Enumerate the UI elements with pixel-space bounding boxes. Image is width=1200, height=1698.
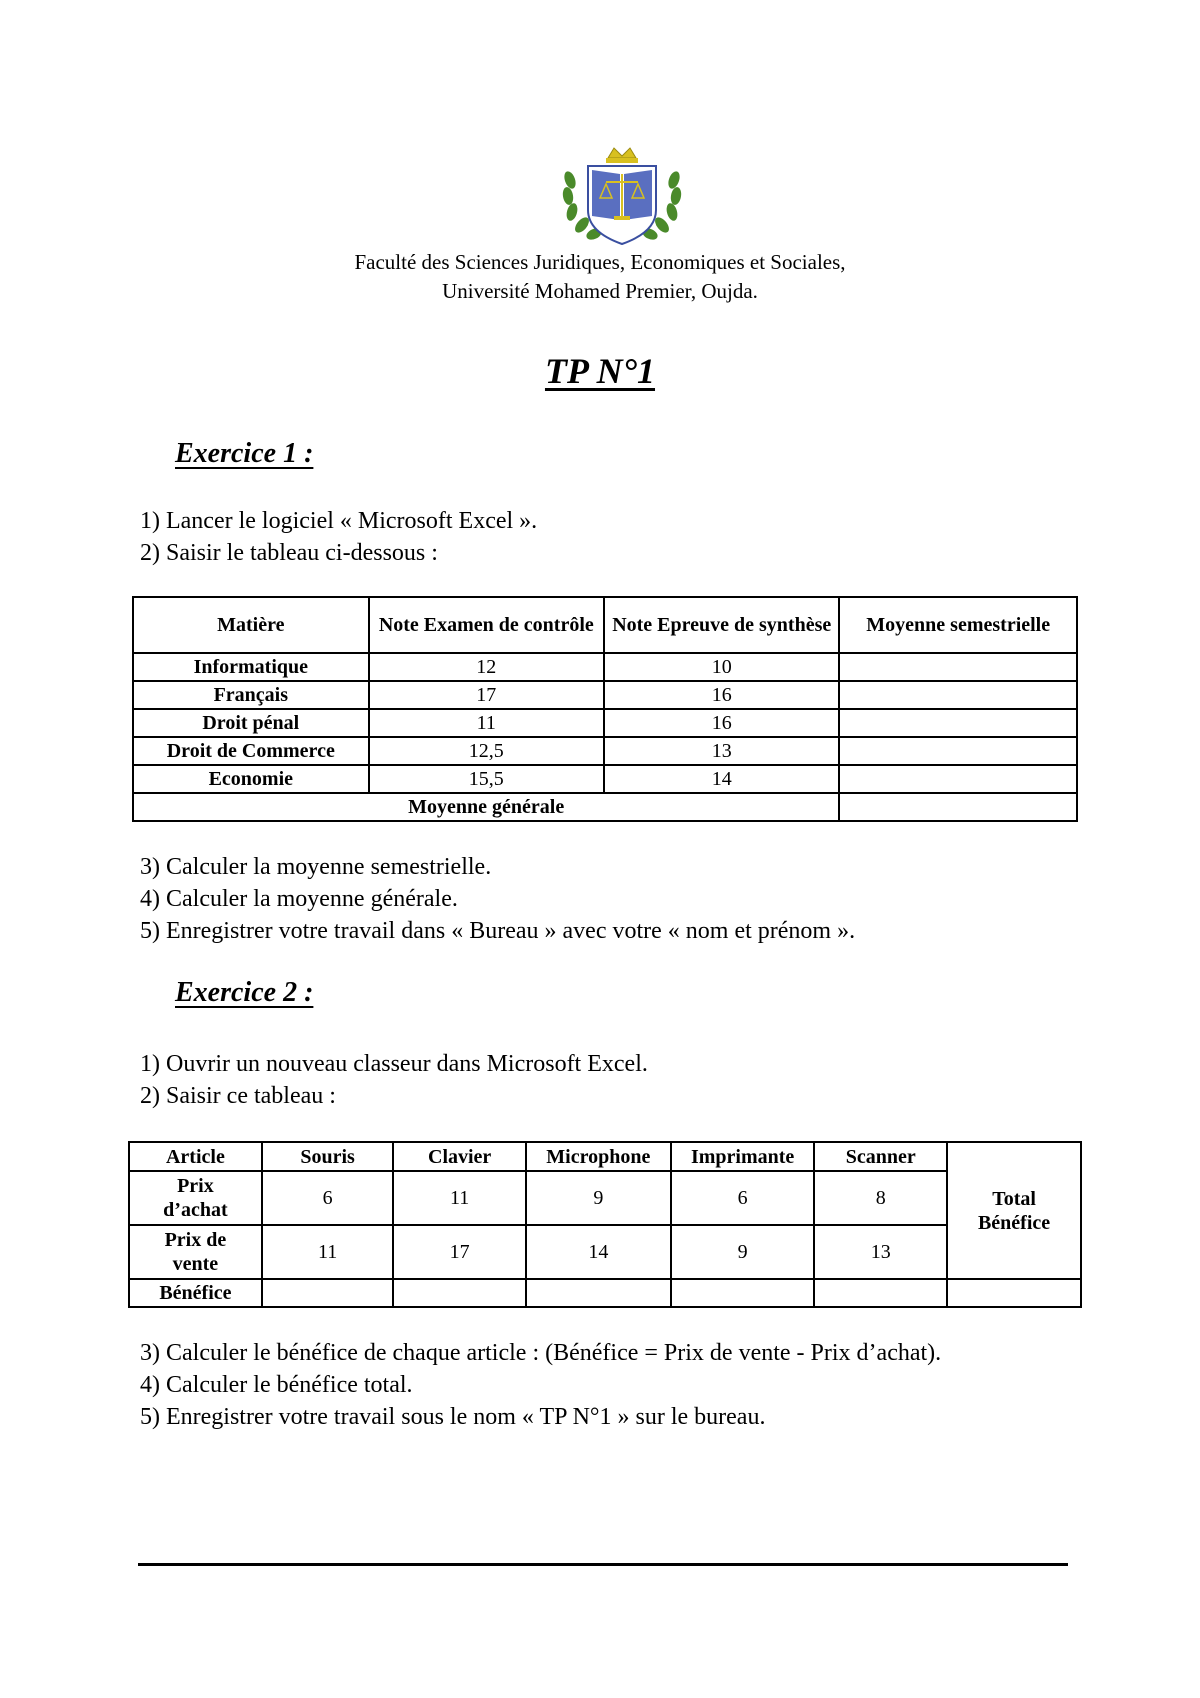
exercise-1-title: Exercice 1 :	[175, 438, 314, 469]
table-header-row	[133, 597, 1077, 653]
subject-cell: Droit de Commerce	[133, 737, 369, 765]
price-cell: 11	[262, 1225, 394, 1279]
synthesis-note-cell: 10	[604, 653, 839, 681]
average-cell	[839, 709, 1077, 737]
exam-note-cell: 11	[369, 709, 604, 737]
exam-note-cell: 12,5	[369, 737, 604, 765]
column-header-clavier: Clavier	[393, 1142, 526, 1171]
general-average-cell	[839, 793, 1077, 821]
exam-note-cell: 17	[369, 681, 604, 709]
table-row	[133, 765, 1077, 793]
price-cell: 11	[393, 1171, 526, 1225]
column-header-matiere: Matière	[133, 597, 369, 653]
benefice-cell	[671, 1279, 815, 1307]
exam-note-cell: 15,5	[369, 765, 604, 793]
subject-cell: Droit pénal	[133, 709, 369, 737]
synthesis-note-cell: 16	[604, 709, 839, 737]
synthesis-note-cell: 14	[604, 765, 839, 793]
table-row	[133, 653, 1077, 681]
table-row	[133, 709, 1077, 737]
row-label-benefice: Bénéfice	[129, 1279, 262, 1307]
column-header-note-epreuve: Note Epreuve de synthèse	[604, 597, 839, 653]
column-header-article: Article	[129, 1142, 262, 1171]
average-cell	[839, 653, 1077, 681]
exercise-2-step-1: 1) Ouvrir un nouveau classeur dans Microsoft Excel.	[140, 1051, 648, 1077]
column-header-scanner: Scanner	[814, 1142, 947, 1171]
benefice-cell	[526, 1279, 671, 1307]
grades-table	[132, 596, 1078, 822]
column-header-moyenne: Moyenne semestrielle	[839, 597, 1077, 653]
synthesis-note-cell: 13	[604, 737, 839, 765]
price-cell: 9	[526, 1171, 671, 1225]
price-cell: 6	[262, 1171, 394, 1225]
exercise-2-step-5: 5) Enregistrer votre travail sous le nom « TP N°1 » sur le bureau.	[140, 1404, 766, 1430]
average-cell	[839, 737, 1077, 765]
table-header-row	[129, 1142, 1081, 1171]
exercise-2-step-3: 3) Calculer le bénéfice de chaque article : (Bénéfice = Prix de vente - Prix d’achat).	[140, 1340, 942, 1366]
exercise-1-step-5: 5) Enregistrer votre travail dans « Bureau » avec votre « nom et prénom ».	[140, 918, 856, 944]
exercise-1-step-1: 1) Lancer le logiciel « Microsoft Excel ».	[140, 508, 538, 534]
subject-cell: Français	[133, 681, 369, 709]
table-row	[133, 681, 1077, 709]
exercise-2-step-4: 4) Calculer le bénéfice total.	[140, 1372, 413, 1398]
benefice-cell	[393, 1279, 526, 1307]
price-cell: 8	[814, 1171, 947, 1225]
exercise-2-step-2: 2) Saisir ce tableau :	[140, 1083, 336, 1109]
price-cell: 6	[671, 1171, 815, 1225]
benefice-cell	[262, 1279, 394, 1307]
university-emblem-icon	[556, 140, 688, 248]
general-average-label: Moyenne générale	[133, 793, 839, 821]
faculty-name: Faculté des Sciences Juridiques, Economiques et Sociales,	[354, 250, 846, 274]
price-cell: 14	[526, 1225, 671, 1279]
row-label-prix-achat: Prix d’achat	[129, 1171, 262, 1225]
exam-note-cell: 12	[369, 653, 604, 681]
row-label-prix-vente: Prix de vente	[129, 1225, 262, 1279]
synthesis-note-cell: 16	[604, 681, 839, 709]
profit-table	[128, 1141, 1082, 1308]
footer-divider	[138, 1563, 1068, 1566]
total-benefice-header: Total Bénéfice	[947, 1142, 1081, 1279]
price-cell: 17	[393, 1225, 526, 1279]
benefice-cell	[814, 1279, 947, 1307]
exercise-1-step-2: 2) Saisir le tableau ci-dessous :	[140, 540, 438, 566]
page-title: TP N°1	[544, 351, 656, 391]
column-header-imprimante: Imprimante	[671, 1142, 815, 1171]
subject-cell: Informatique	[133, 653, 369, 681]
table-row	[129, 1171, 1081, 1225]
column-header-note-examen: Note Examen de contrôle	[369, 597, 604, 653]
column-header-souris: Souris	[262, 1142, 394, 1171]
table-row	[129, 1225, 1081, 1279]
table-row	[133, 737, 1077, 765]
exercise-1-step-4: 4) Calculer la moyenne générale.	[140, 886, 458, 912]
column-header-microphone: Microphone	[526, 1142, 671, 1171]
price-cell: 13	[814, 1225, 947, 1279]
price-cell: 9	[671, 1225, 815, 1279]
subject-cell: Economie	[133, 765, 369, 793]
average-cell	[839, 765, 1077, 793]
average-cell	[839, 681, 1077, 709]
exercise-1-step-3: 3) Calculer la moyenne semestrielle.	[140, 854, 492, 880]
university-name: Université Mohamed Premier, Oujda.	[442, 279, 758, 303]
total-benefice-cell	[947, 1279, 1081, 1307]
table-footer-row	[133, 793, 1077, 821]
exercise-2-title: Exercice 2 :	[175, 977, 314, 1008]
table-row	[129, 1279, 1081, 1307]
